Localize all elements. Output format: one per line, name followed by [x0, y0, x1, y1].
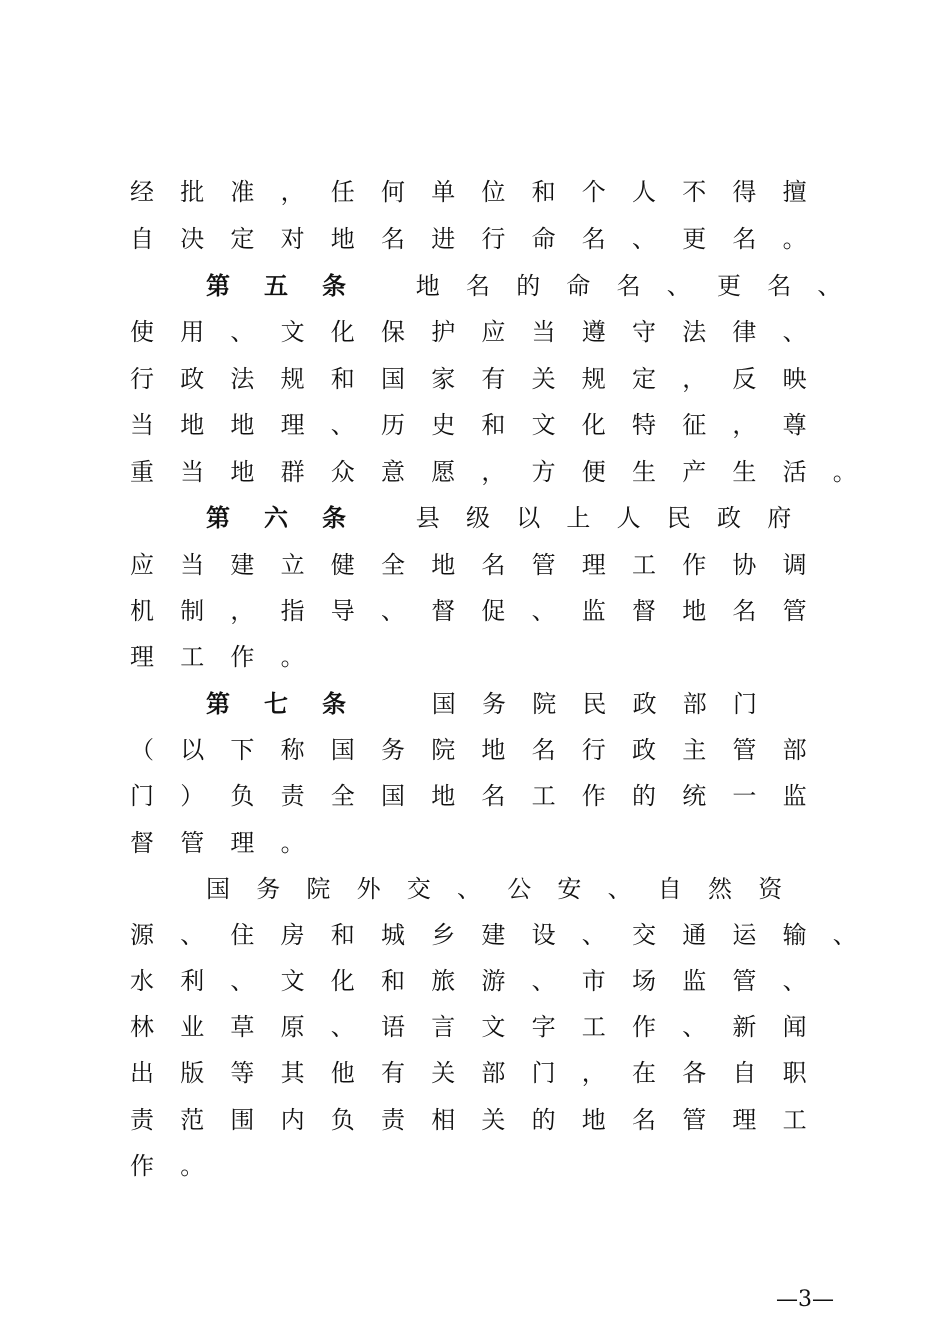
text-glyph: 管 [732, 967, 757, 995]
text-glyph: 以 [180, 736, 205, 764]
text-glyph: 安 [557, 875, 582, 903]
text-glyph: 众 [330, 458, 355, 486]
text-glyph: 、 [581, 921, 606, 949]
text-glyph: 和 [330, 921, 355, 949]
text-glyph: 、 [531, 967, 556, 995]
text-glyph: 一 [732, 782, 757, 810]
text-glyph: 职 [782, 1059, 807, 1087]
text-glyph: 擅 [782, 178, 807, 206]
text-glyph: 业 [180, 1013, 205, 1041]
text-glyph: 映 [782, 365, 807, 393]
text-glyph: 五 [264, 271, 288, 300]
text-glyph: 统 [682, 782, 707, 810]
text-glyph: 、 [180, 921, 205, 949]
text-glyph: 关 [431, 1059, 456, 1087]
text-glyph: 名 [616, 272, 641, 300]
text-line [0, 361, 950, 397]
page-number: —3— [776, 1287, 834, 1312]
text-glyph: 调 [782, 551, 807, 579]
text-glyph: 县 [415, 504, 440, 532]
text-glyph: 和 [531, 178, 556, 206]
text-glyph: 督 [431, 597, 456, 625]
text-glyph: 有 [381, 1059, 405, 1087]
text-glyph: 、 [832, 921, 857, 949]
text-glyph: 国 [206, 875, 230, 903]
text-glyph: 管 [531, 551, 556, 579]
text-glyph: 化 [581, 411, 606, 439]
text-glyph: 活 [782, 458, 807, 486]
text-glyph: 地 [682, 597, 707, 625]
text-glyph: 、 [682, 1013, 707, 1041]
text-glyph: 、 [230, 318, 255, 346]
text-glyph: 政 [180, 365, 205, 393]
text-glyph: 理 [230, 829, 255, 857]
text-glyph: 其 [280, 1059, 305, 1087]
text-glyph: 负 [230, 782, 255, 810]
text-glyph: 遵 [581, 318, 606, 346]
text-glyph: 监 [782, 782, 807, 810]
text-line [0, 778, 950, 814]
text-glyph: 作 [632, 1013, 656, 1041]
text-glyph: 立 [280, 551, 305, 579]
text-glyph: 。 [280, 829, 305, 857]
text-glyph: 政 [632, 690, 657, 718]
text-glyph: 、 [330, 1013, 355, 1041]
text-glyph: 新 [732, 1013, 757, 1041]
text-glyph: 、 [817, 272, 842, 300]
text-glyph: 工 [531, 782, 556, 810]
text-glyph: 主 [682, 736, 707, 764]
text-glyph: 名 [481, 782, 506, 810]
text-glyph: 内 [280, 1106, 305, 1134]
text-glyph: 用 [180, 318, 205, 346]
text-glyph: 行 [130, 365, 154, 393]
text-glyph: 管 [782, 597, 807, 625]
text-glyph: ， [481, 458, 506, 486]
text-glyph: 导 [330, 597, 355, 625]
text-glyph: 府 [767, 504, 792, 532]
text-glyph: 责 [381, 1106, 405, 1134]
text-glyph: 条 [322, 271, 346, 300]
text-glyph: 协 [732, 551, 757, 579]
text-glyph: 督 [130, 829, 154, 857]
text-glyph: 行 [581, 736, 606, 764]
text-line [0, 825, 950, 861]
text-glyph: 范 [180, 1106, 205, 1134]
text-glyph: 和 [381, 967, 405, 995]
text-glyph: 乡 [431, 921, 456, 949]
text-glyph: 民 [666, 504, 691, 532]
text-glyph: ， [581, 1059, 606, 1087]
text-glyph: 不 [682, 178, 707, 206]
text-line [0, 174, 950, 210]
text-glyph: 利 [180, 967, 205, 995]
text-glyph: 等 [230, 1059, 255, 1087]
text-glyph: 院 [431, 736, 456, 764]
text-glyph: 出 [130, 1059, 154, 1087]
text-glyph: 当 [130, 411, 154, 439]
text-glyph: 地 [230, 458, 255, 486]
text-glyph: 第 [206, 689, 230, 718]
text-glyph: 和 [330, 365, 355, 393]
text-glyph: 准 [230, 178, 255, 206]
text-glyph: 游 [481, 967, 506, 995]
text-glyph: 通 [682, 921, 707, 949]
text-glyph: 作 [581, 782, 606, 810]
text-glyph: （ [130, 736, 154, 764]
text-glyph: 责 [130, 1106, 154, 1134]
text-glyph: 在 [632, 1059, 656, 1087]
text-line [0, 407, 950, 443]
text-glyph: 。 [180, 1152, 205, 1180]
text-glyph: 条 [322, 503, 346, 532]
text-glyph: 人 [632, 178, 656, 206]
text-line [0, 917, 950, 953]
text-glyph: 规 [581, 365, 606, 393]
text-glyph: 务 [482, 690, 506, 718]
text-glyph: 生 [732, 458, 757, 486]
text-glyph: 促 [481, 597, 506, 625]
text-glyph: 输 [782, 921, 807, 949]
text-glyph: 地 [330, 225, 355, 253]
text-glyph: 应 [481, 318, 506, 346]
text-glyph: 交 [406, 875, 431, 903]
text-glyph: 水 [130, 967, 154, 995]
text-glyph: 、 [782, 967, 807, 995]
text-glyph: 任 [330, 178, 355, 206]
text-line [0, 314, 950, 350]
text-glyph: 定 [632, 365, 656, 393]
text-glyph: 运 [732, 921, 757, 949]
text-glyph: 务 [381, 736, 405, 764]
text-glyph: 部 [782, 736, 807, 764]
text-line [0, 963, 950, 999]
text-glyph: 管 [682, 1106, 707, 1134]
text-glyph: 理 [130, 643, 154, 671]
text-glyph: 建 [481, 921, 506, 949]
text-line [0, 500, 950, 536]
text-glyph: 工 [581, 1013, 606, 1041]
text-glyph: 、 [330, 411, 355, 439]
text-glyph: 规 [280, 365, 305, 393]
text-glyph: 愿 [431, 458, 456, 486]
text-glyph: 全 [381, 551, 405, 579]
text-glyph: 各 [682, 1059, 707, 1087]
text-glyph: 务 [256, 875, 281, 903]
text-glyph: 行 [481, 225, 506, 253]
text-glyph: 反 [732, 365, 757, 393]
text-glyph: 特 [632, 411, 656, 439]
text-glyph: 关 [531, 365, 556, 393]
text-glyph: 负 [330, 1106, 355, 1134]
text-glyph: 国 [431, 690, 456, 718]
text-glyph: 重 [130, 458, 154, 486]
text-glyph: 得 [732, 178, 757, 206]
text-glyph: 设 [531, 921, 556, 949]
text-glyph: 地 [481, 736, 506, 764]
text-glyph: 院 [532, 690, 557, 718]
text-glyph: 六 [264, 503, 288, 532]
text-glyph: 指 [280, 597, 305, 625]
text-line [0, 732, 950, 768]
text-glyph: ， [682, 365, 707, 393]
text-glyph: 围 [230, 1106, 255, 1134]
text-glyph: 文 [280, 967, 305, 995]
text-glyph: 名 [481, 551, 506, 579]
text-line [0, 268, 950, 304]
text-glyph: 版 [180, 1059, 205, 1087]
text-glyph: 化 [330, 967, 355, 995]
text-glyph: 。 [280, 643, 305, 671]
text-glyph: 个 [581, 178, 606, 206]
text-glyph: 闻 [782, 1013, 807, 1041]
text-glyph: 护 [431, 318, 456, 346]
text-glyph: 管 [732, 736, 757, 764]
text-glyph: 门 [130, 782, 154, 810]
text-glyph: 名 [732, 597, 757, 625]
text-glyph: 工 [782, 1106, 807, 1134]
text-glyph: 便 [581, 458, 606, 486]
text-glyph: 名 [466, 272, 490, 300]
text-glyph: 作 [682, 551, 707, 579]
text-glyph: 住 [230, 921, 255, 949]
text-glyph: 健 [330, 551, 355, 579]
text-line [0, 454, 950, 490]
text-glyph: 制 [180, 597, 205, 625]
text-glyph: 法 [230, 365, 255, 393]
text-glyph: 地 [581, 1106, 606, 1134]
text-glyph: 交 [632, 921, 656, 949]
text-glyph: 、 [230, 967, 255, 995]
text-glyph: 草 [230, 1013, 255, 1041]
text-glyph: ， [280, 178, 305, 206]
text-glyph: 保 [381, 318, 405, 346]
text-glyph: 七 [264, 689, 288, 718]
text-glyph: 他 [330, 1059, 355, 1087]
text-glyph: 理 [280, 411, 305, 439]
text-glyph: 民 [582, 690, 607, 718]
text-glyph: 经 [130, 178, 154, 206]
text-glyph: 名 [381, 225, 405, 253]
text-glyph: 地 [431, 551, 456, 579]
text-glyph: 理 [732, 1106, 757, 1134]
text-glyph: 部 [481, 1059, 506, 1087]
text-glyph: 地 [431, 782, 456, 810]
text-glyph: 守 [632, 318, 656, 346]
text-glyph: 当 [180, 458, 205, 486]
text-glyph: 级 [466, 504, 490, 532]
text-glyph: 相 [431, 1106, 456, 1134]
text-glyph: 国 [381, 782, 405, 810]
text-glyph: 第 [206, 503, 230, 532]
text-glyph: 。 [832, 458, 857, 486]
text-glyph: 化 [330, 318, 355, 346]
text-glyph: 对 [280, 225, 305, 253]
text-glyph: 国 [330, 736, 355, 764]
text-glyph: 自 [732, 1059, 757, 1087]
text-glyph: 更 [682, 225, 707, 253]
text-glyph: 督 [632, 597, 656, 625]
text-glyph: 门 [733, 690, 757, 718]
text-glyph: 工 [632, 551, 656, 579]
text-glyph: 语 [381, 1013, 405, 1041]
text-glyph: 征 [682, 411, 707, 439]
text-glyph: 场 [632, 967, 656, 995]
text-glyph: 监 [581, 597, 606, 625]
text-glyph: 当 [180, 551, 205, 579]
text-glyph: 的 [531, 1106, 556, 1134]
text-glyph: 院 [306, 875, 331, 903]
text-glyph: 名 [732, 225, 757, 253]
text-glyph: 、 [457, 875, 481, 903]
text-glyph: 产 [682, 458, 707, 486]
text-glyph: 更 [717, 272, 741, 300]
text-glyph: 旅 [431, 967, 456, 995]
text-glyph: 城 [381, 921, 405, 949]
text-glyph: 、 [531, 597, 556, 625]
text-glyph: 名 [581, 225, 606, 253]
text-glyph: 条 [322, 689, 346, 718]
text-glyph: 历 [381, 411, 405, 439]
text-glyph: 市 [581, 967, 606, 995]
text-glyph: 法 [682, 318, 707, 346]
text-glyph: 下 [230, 736, 255, 764]
text-line [0, 1148, 950, 1184]
text-glyph: 自 [130, 225, 154, 253]
text-glyph: 关 [481, 1106, 506, 1134]
article-text [0, 686, 950, 722]
text-glyph: 方 [531, 458, 556, 486]
text-glyph: 以 [516, 504, 541, 532]
text-glyph: 命 [566, 272, 591, 300]
text-glyph: 工 [180, 643, 205, 671]
text-line [0, 221, 950, 257]
text-glyph: 建 [230, 551, 255, 579]
text-glyph: 全 [330, 782, 355, 810]
text-glyph: 。 [782, 225, 807, 253]
text-glyph: 使 [130, 318, 154, 346]
text-glyph: 资 [758, 875, 783, 903]
text-glyph: 生 [632, 458, 656, 486]
text-glyph: 地 [415, 272, 440, 300]
text-glyph: 史 [431, 411, 456, 439]
text-glyph: 文 [531, 411, 556, 439]
text-glyph: 公 [507, 875, 532, 903]
text-line [0, 639, 950, 675]
text-glyph: 责 [280, 782, 305, 810]
text-glyph: 作 [130, 1152, 154, 1180]
text-glyph: 然 [708, 875, 732, 903]
article-heading [0, 686, 950, 722]
text-glyph: 作 [230, 643, 255, 671]
text-glyph: 文 [280, 318, 305, 346]
text-glyph: 定 [230, 225, 255, 253]
text-glyph: ， [732, 411, 757, 439]
text-glyph: 自 [657, 875, 682, 903]
text-glyph: 、 [782, 318, 807, 346]
text-glyph: ） [180, 782, 205, 810]
text-glyph: 批 [180, 178, 205, 206]
text-glyph: 应 [130, 551, 154, 579]
text-glyph: 有 [481, 365, 506, 393]
text-line [0, 1102, 950, 1138]
text-line [0, 593, 950, 629]
text-glyph: 部 [682, 690, 707, 718]
text-glyph: 、 [632, 225, 656, 253]
text-glyph: 字 [531, 1013, 556, 1041]
text-glyph: 理 [581, 551, 606, 579]
text-glyph: 决 [180, 225, 205, 253]
text-glyph: 文 [481, 1013, 506, 1041]
text-glyph: 当 [531, 318, 556, 346]
text-glyph: 政 [717, 504, 741, 532]
text-glyph: 国 [381, 365, 405, 393]
text-glyph: 、 [607, 875, 632, 903]
text-glyph: 位 [481, 178, 506, 206]
text-glyph: 群 [280, 458, 305, 486]
text-glyph: 监 [682, 967, 707, 995]
text-glyph: 门 [531, 1059, 556, 1087]
text-glyph: 源 [130, 921, 154, 949]
text-glyph: 地 [180, 411, 205, 439]
text-glyph: 命 [531, 225, 556, 253]
text-glyph: 机 [130, 597, 154, 625]
text-glyph: 家 [431, 365, 456, 393]
text-line [0, 871, 950, 907]
text-line [0, 547, 950, 583]
text-line [0, 1009, 950, 1045]
text-glyph: 原 [280, 1013, 305, 1041]
text-glyph: 言 [431, 1013, 456, 1041]
text-glyph: 尊 [782, 411, 807, 439]
text-glyph: 管 [180, 829, 205, 857]
text-glyph: 林 [130, 1013, 154, 1041]
text-glyph: 进 [431, 225, 456, 253]
text-glyph: 第 [206, 271, 230, 300]
text-glyph: 意 [381, 458, 405, 486]
text-line [0, 686, 950, 722]
text-glyph: 律 [732, 318, 757, 346]
text-glyph: 名 [632, 1106, 656, 1134]
text-glyph: 和 [481, 411, 506, 439]
text-glyph: 上 [566, 504, 591, 532]
text-glyph: 房 [280, 921, 305, 949]
text-glyph: ， [230, 597, 255, 625]
text-glyph: 、 [666, 272, 691, 300]
text-line [0, 1055, 950, 1091]
text-glyph: 地 [230, 411, 255, 439]
text-glyph: 名 [767, 272, 792, 300]
text-glyph: 名 [531, 736, 556, 764]
text-glyph: 单 [431, 178, 456, 206]
text-glyph: 人 [616, 504, 641, 532]
text-glyph: 外 [356, 875, 381, 903]
text-glyph: 的 [516, 272, 541, 300]
text-glyph: 称 [280, 736, 305, 764]
text-glyph: 政 [632, 736, 656, 764]
text-glyph: 何 [381, 178, 405, 206]
text-glyph: 、 [381, 597, 405, 625]
text-glyph: 的 [632, 782, 656, 810]
